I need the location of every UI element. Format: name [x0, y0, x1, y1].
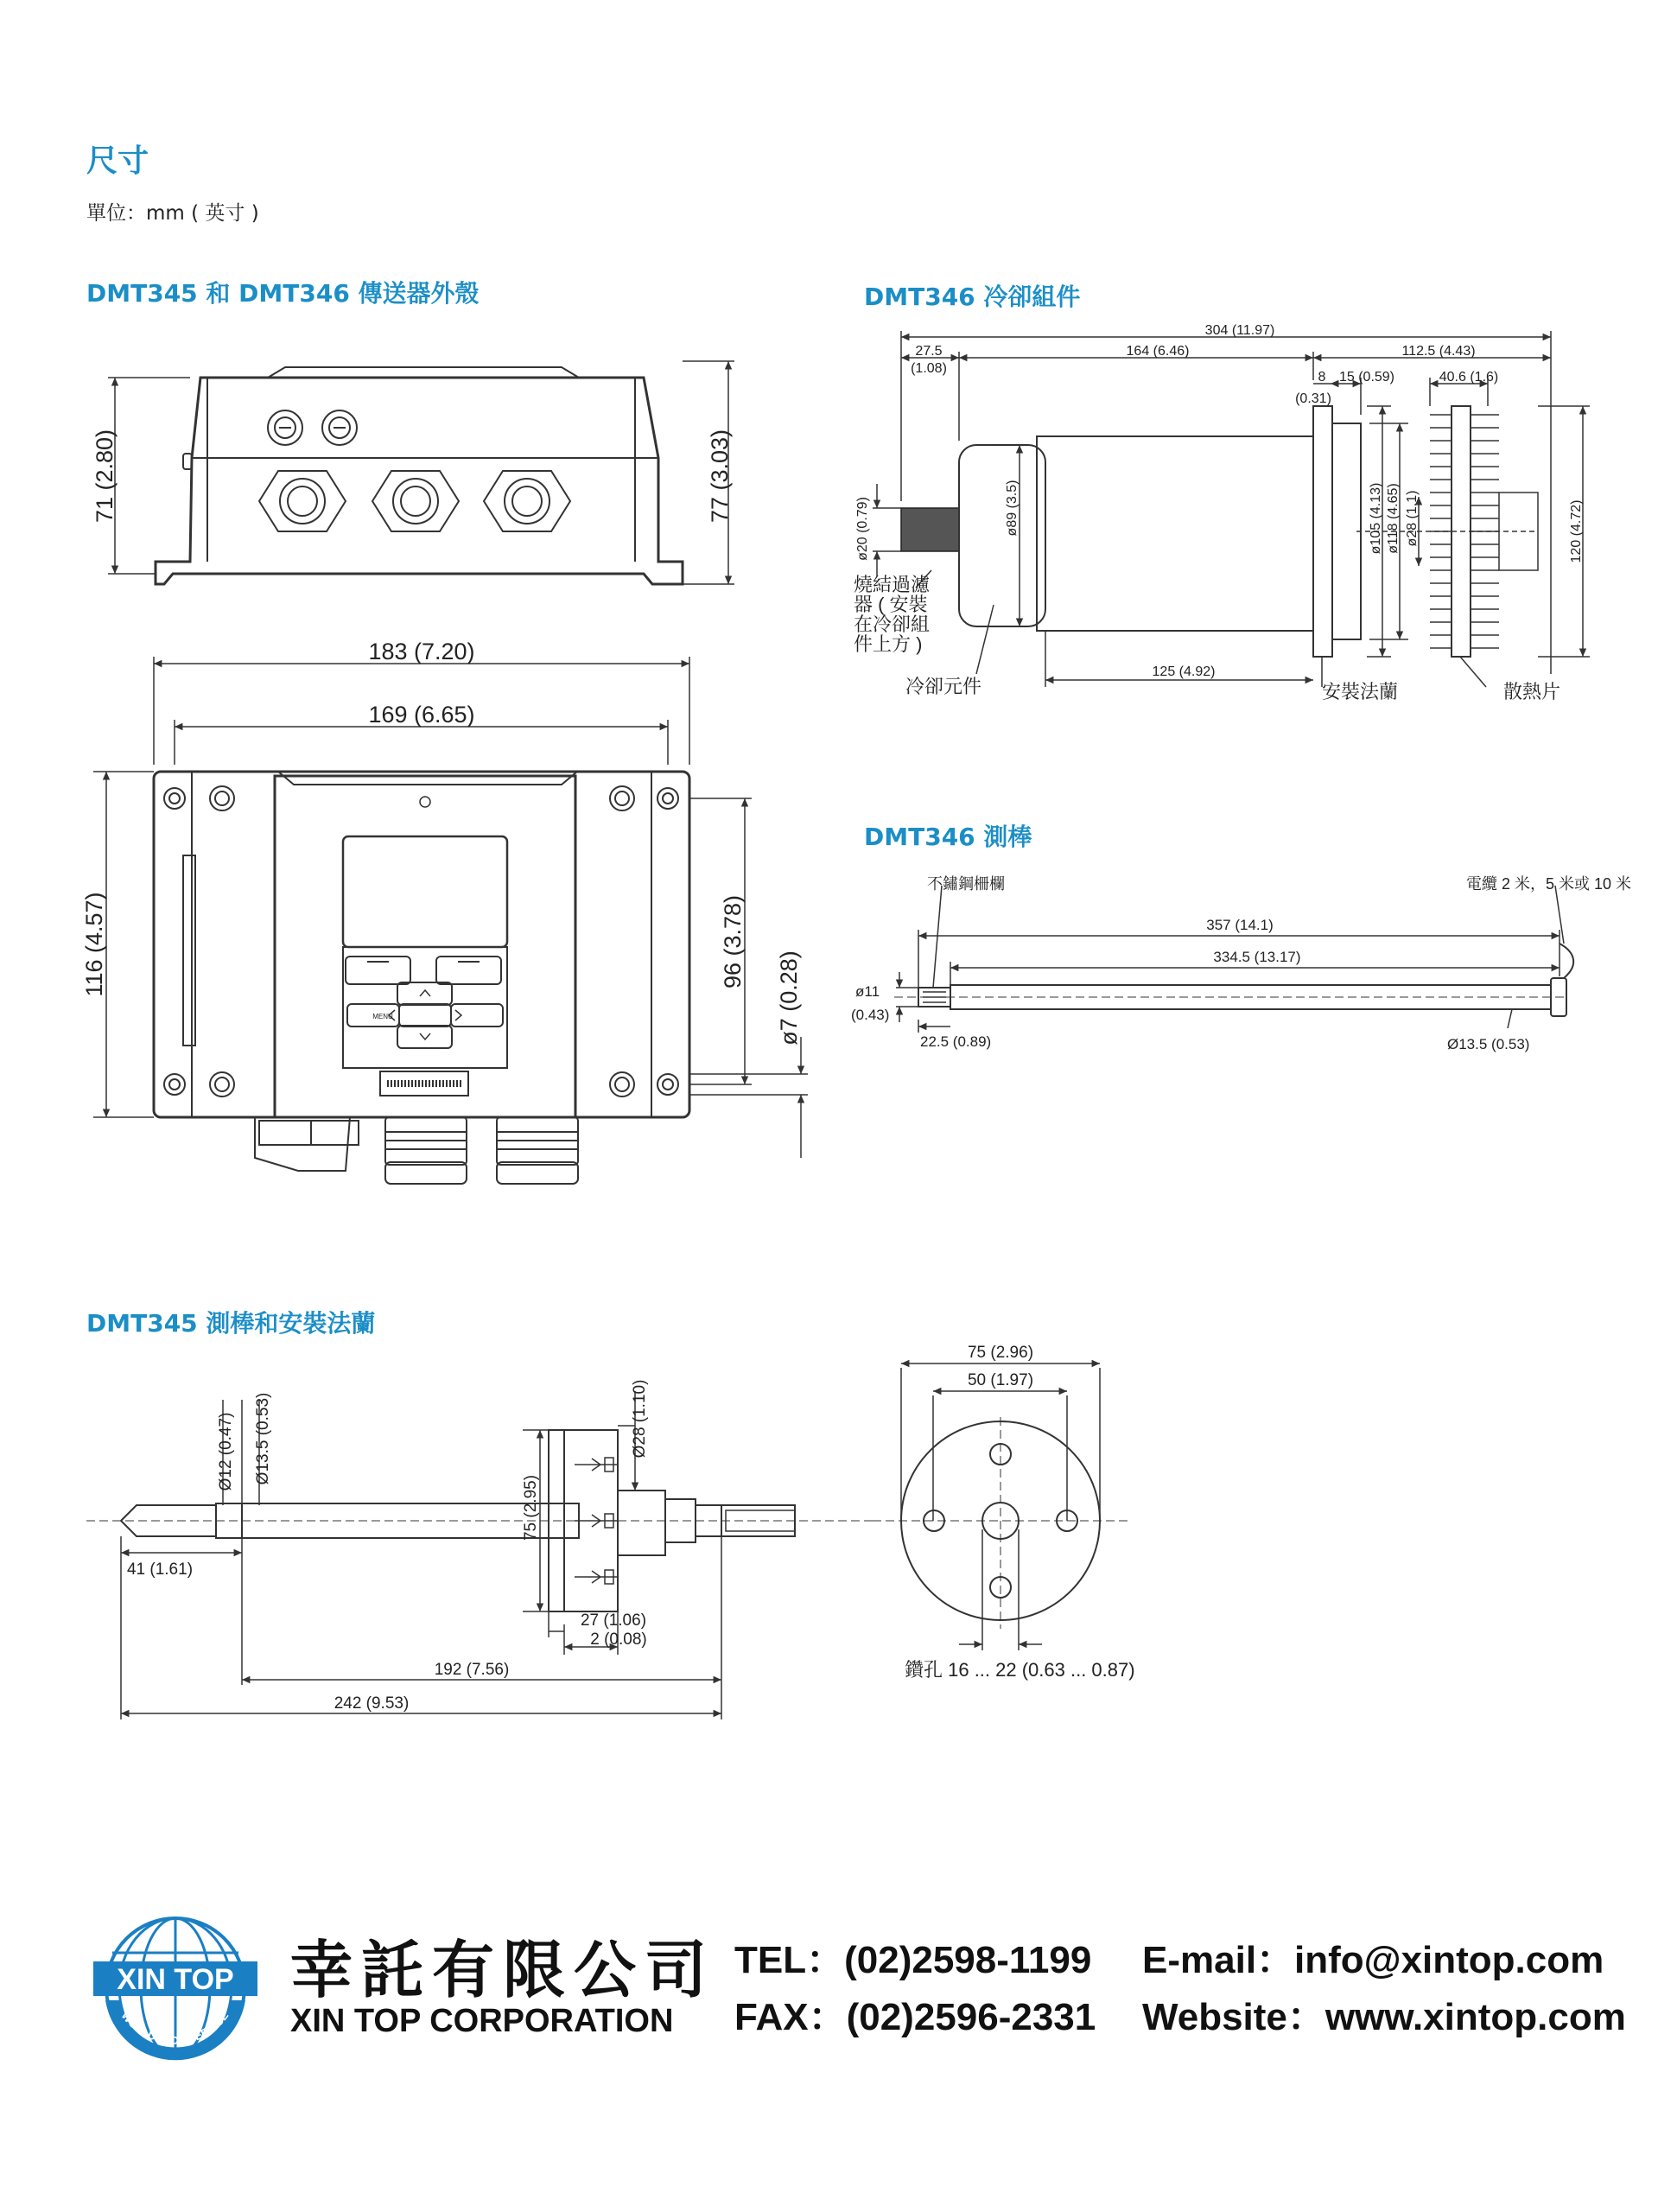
contact-email: E-mail：info@xintop.com	[1142, 1939, 1604, 1981]
dim-p346-l357: 357 (14.1)	[1206, 917, 1274, 933]
label-filter-3: 在冷卻組	[854, 613, 931, 635]
dim-cool-d28: ø28 (1.1)	[1405, 490, 1420, 547]
softkey-right	[436, 957, 501, 984]
dim-cool-d: 8	[1318, 370, 1326, 385]
label-heatsink: 散熱片	[1503, 681, 1561, 702]
contact-website: Website：www.xintop.com	[1142, 1996, 1626, 2038]
dim-w183: 183 (7.20)	[368, 639, 475, 664]
key-up	[397, 982, 452, 1005]
dim-p345-d13: Ø13.5 (0.53)	[254, 1392, 272, 1485]
dim-p346-l334: 334.5 (13.17)	[1213, 949, 1301, 965]
dim-cool-total: 304 (11.97)	[1204, 323, 1275, 338]
gland-1	[259, 471, 346, 531]
dim-cool-d20: ø20 (0.79)	[855, 497, 870, 561]
company-name-cn: 幸託有限公司	[290, 1934, 716, 2006]
label-filter-1: 燒結過濾	[854, 574, 931, 595]
logo-ring-text: WORLD WIDE SERVICE	[118, 2009, 232, 2047]
key-right	[451, 1004, 503, 1027]
dim-cool-c: 112.5 (4.43)	[1401, 344, 1476, 359]
section-title-probe345: DMT345 測棒和安裝法蘭	[86, 1309, 376, 1338]
dim-p345-l192: 192 (7.56)	[434, 1661, 510, 1679]
key-menu	[399, 1004, 451, 1027]
dim-h77: 77 (3.03)	[707, 429, 733, 524]
dim-cool-d105: ø105 (4.13)	[1369, 482, 1383, 555]
gland-3	[484, 471, 570, 531]
xintop-logo	[86, 1901, 264, 2074]
dim-p345-d28: Ø28 (1.10)	[631, 1379, 649, 1459]
dim-cool-d-in: (0.31)	[1295, 391, 1331, 406]
label-cable: 電纜 2 米，5 米或 10 米	[1465, 875, 1631, 893]
section-title-housing: DMT345 和 DMT346 傳送器外殼	[86, 279, 480, 308]
label-drill: 鑽孔 16 ... 22 (0.63 ... 0.87)	[905, 1659, 1135, 1681]
contact-tel: TEL：(02)2598-1199	[734, 1939, 1092, 1981]
dim-cool-a: 27.5	[915, 344, 943, 359]
flange-front-view	[873, 1363, 1128, 1650]
unit-note: 單位：mm ( 英寸 )	[86, 202, 259, 225]
housing-side-view	[108, 361, 734, 584]
dim-p346-d13: Ø13.5 (0.53)	[1447, 1036, 1530, 1052]
dim-cool-a-in: (1.08)	[911, 361, 947, 376]
dim-p345-l41: 41 (1.61)	[126, 1560, 194, 1579]
dim-p345-l27: 27 (1.06)	[580, 1611, 647, 1630]
dim-h116: 116 (4.57)	[81, 892, 107, 997]
dim-cool-d118: ø118 (4.65)	[1386, 483, 1401, 554]
label-filter-2: 器 ( 安裝	[854, 594, 928, 615]
dim-cool-f: 40.6 (1.6)	[1439, 370, 1499, 385]
label-grid: 不鏽鋼柵欄	[927, 875, 1005, 893]
label-flange: 安裝法蘭	[1322, 681, 1399, 702]
key-down	[397, 1026, 452, 1048]
menu-key-label: MENU	[372, 1013, 393, 1020]
housing-front-view	[93, 657, 808, 1184]
dim-h71: 71 (2.80)	[92, 429, 118, 524]
logo-text: XIN TOP	[117, 1963, 234, 1996]
company-name-en: XIN TOP CORPORATION	[290, 2003, 674, 2039]
dim-p345-d12: Ø12 (0.47)	[217, 1412, 235, 1491]
page-title: 尺寸	[86, 143, 149, 179]
dim-p345-l242: 242 (9.53)	[334, 1694, 410, 1713]
dim-flange-w75: 75 (2.96)	[967, 1344, 1034, 1362]
dim-p346-d11: ø11	[855, 983, 880, 1000]
label-filter-4: 件上方 )	[854, 633, 923, 655]
dim-cool-b: 164 (6.46)	[1126, 344, 1190, 359]
vent-slot	[380, 1071, 468, 1096]
contact-fax: FAX：(02)2596-2331	[734, 1996, 1096, 2038]
dim-cool-d89: ø89 (3.5)	[1005, 480, 1020, 537]
dim-p346-d11-in: (0.43)	[851, 1007, 890, 1023]
dim-cool-h120: 120 (4.72)	[1569, 499, 1584, 563]
display-window	[343, 836, 507, 947]
dim-cool-e: 15 (0.59)	[1338, 370, 1395, 385]
gland-2	[372, 471, 459, 531]
dim-d7: ø7 (0.28)	[776, 950, 802, 1046]
dim-p345-h75: 75 (2.95)	[522, 1474, 540, 1541]
section-title-cooling: DMT346 冷卻組件	[864, 283, 1081, 311]
dim-h96: 96 (3.78)	[720, 894, 746, 989]
dim-w169: 169 (6.65)	[368, 702, 475, 728]
softkey-left	[346, 957, 410, 984]
dim-flange-w50: 50 (1.97)	[967, 1371, 1034, 1389]
dim-cool-l125: 125 (4.92)	[1152, 664, 1216, 679]
label-cooler: 冷卻元件	[905, 676, 982, 697]
section-title-probe346: DMT346 測棒	[864, 823, 1032, 851]
dim-p345-l2: 2 (0.08)	[590, 1630, 647, 1649]
dim-p346-l22: 22.5 (0.89)	[920, 1033, 992, 1050]
